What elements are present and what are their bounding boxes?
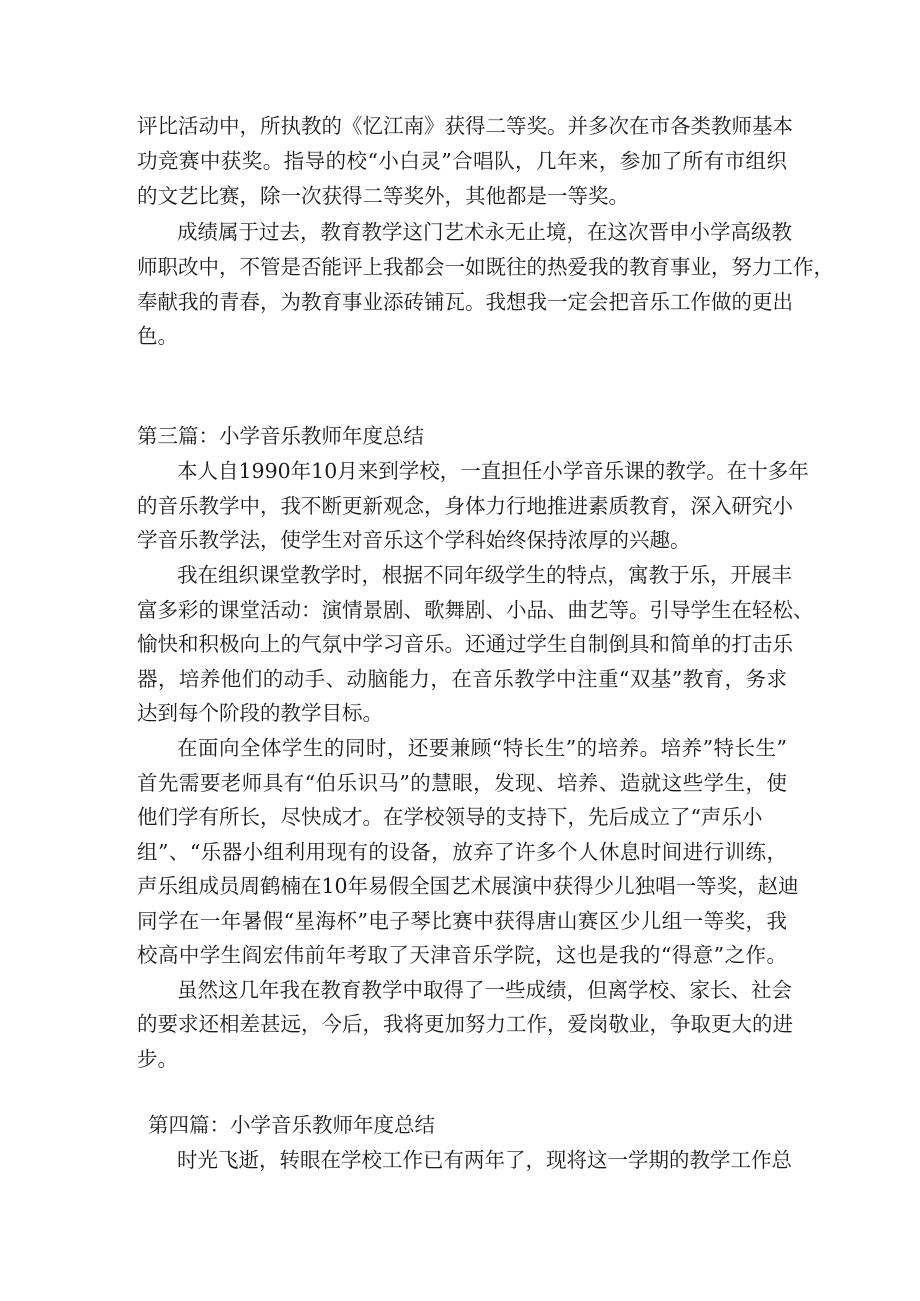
text-line: 师职改中，不管是否能评上我都会一如既往的热爱我的教育事业，努力工作， xyxy=(137,255,834,279)
text-line: 时光飞逝，转眼在学校工作已有两年了，现将这一学期的教学工作总 xyxy=(177,1148,792,1172)
text-line: 功竞赛中获奖。指导的校“小白灵”合唱队，几年来，参加了所有市组织 xyxy=(137,149,787,173)
text-line: 校高中学生阎宏伟前年考取了天津音乐学院，这也是我的“得意”之作。 xyxy=(137,943,787,967)
text-line: 组”、“乐器小组利用现有的设备，放弃了许多个人休息时间进行训练， xyxy=(137,840,787,864)
text-line: 学音乐教学法，使学生对音乐这个学科始终保持浓厚的兴趣。 xyxy=(137,528,691,552)
text-line: 本人自1990年10月来到学校，一直担任小学音乐课的教学。在十多年 xyxy=(177,459,809,483)
text-line: 首先需要老师具有“伯乐识马”的慧眼，发现、培养、造就这些学生，使 xyxy=(137,771,787,795)
text-line: 达到每个阶段的教学目标。 xyxy=(137,701,383,725)
text-line: 的要求还相差甚远，今后，我将更加努力工作，爱岗敬业，争取更大的进 xyxy=(137,1012,793,1036)
text-line: 声乐组成员周鹤楠在10年易假全国艺术展演中获得少儿独唱一等奖，赵迪 xyxy=(137,874,799,898)
text-line: 成绩属于过去，教育教学这门艺术永无止境，在这次晋申小学高级教 xyxy=(177,220,792,244)
text-line: 同学在一年暑假“星海杯”电子琴比赛中获得唐山赛区少儿组一等奖，我 xyxy=(137,909,787,933)
text-line: 奉献我的青春，为教育事业添砖铺瓦。我想我一定会把音乐工作做的更出 xyxy=(137,290,793,314)
section-heading: 第四篇：小学音乐教师年度总结 xyxy=(148,1113,435,1137)
text-line: 评比活动中，所执教的《忆江南》获得二等奖。并多次在市各类教师基本 xyxy=(137,114,793,138)
text-line: 他们学有所长，尽快成才。在学校领导的支持下，先后成立了“声乐小 xyxy=(137,805,763,829)
text-line: 我在组织课堂教学时，根据不同年级学生的特点，寓教于乐，开展丰 xyxy=(177,563,792,587)
text-line: 器，培养他们的动手、动脑能力，在音乐教学中注重“双基”教育，务求 xyxy=(137,667,787,691)
text-line: 在面向全体学生的同时，还要兼顾“特长生”的培养。培养”特长生” xyxy=(177,736,787,760)
text-line: 色。 xyxy=(137,324,178,348)
text-line: 愉快和积极向上的气氛中学习音乐。还通过学生自制倒具和简单的打击乐 xyxy=(137,632,793,656)
section-heading: 第三篇：小学音乐教师年度总结 xyxy=(137,424,424,448)
text-line: 的文艺比赛，除一次获得二等奖外，其他都是一等奖。 xyxy=(137,184,629,208)
text-line: 虽然这几年我在教育教学中取得了一些成绩，但离学校、家长、社会 xyxy=(177,978,792,1002)
text-line: 的音乐教学中，我不断更新观念，身体力行地推进素质教育，深入研究小 xyxy=(137,494,793,518)
text-line: 步。 xyxy=(137,1047,178,1071)
text-line: 富多彩的课堂活动：演情景剧、歌舞剧、小品、曲艺等。引导学生在轻松、 xyxy=(137,598,814,622)
